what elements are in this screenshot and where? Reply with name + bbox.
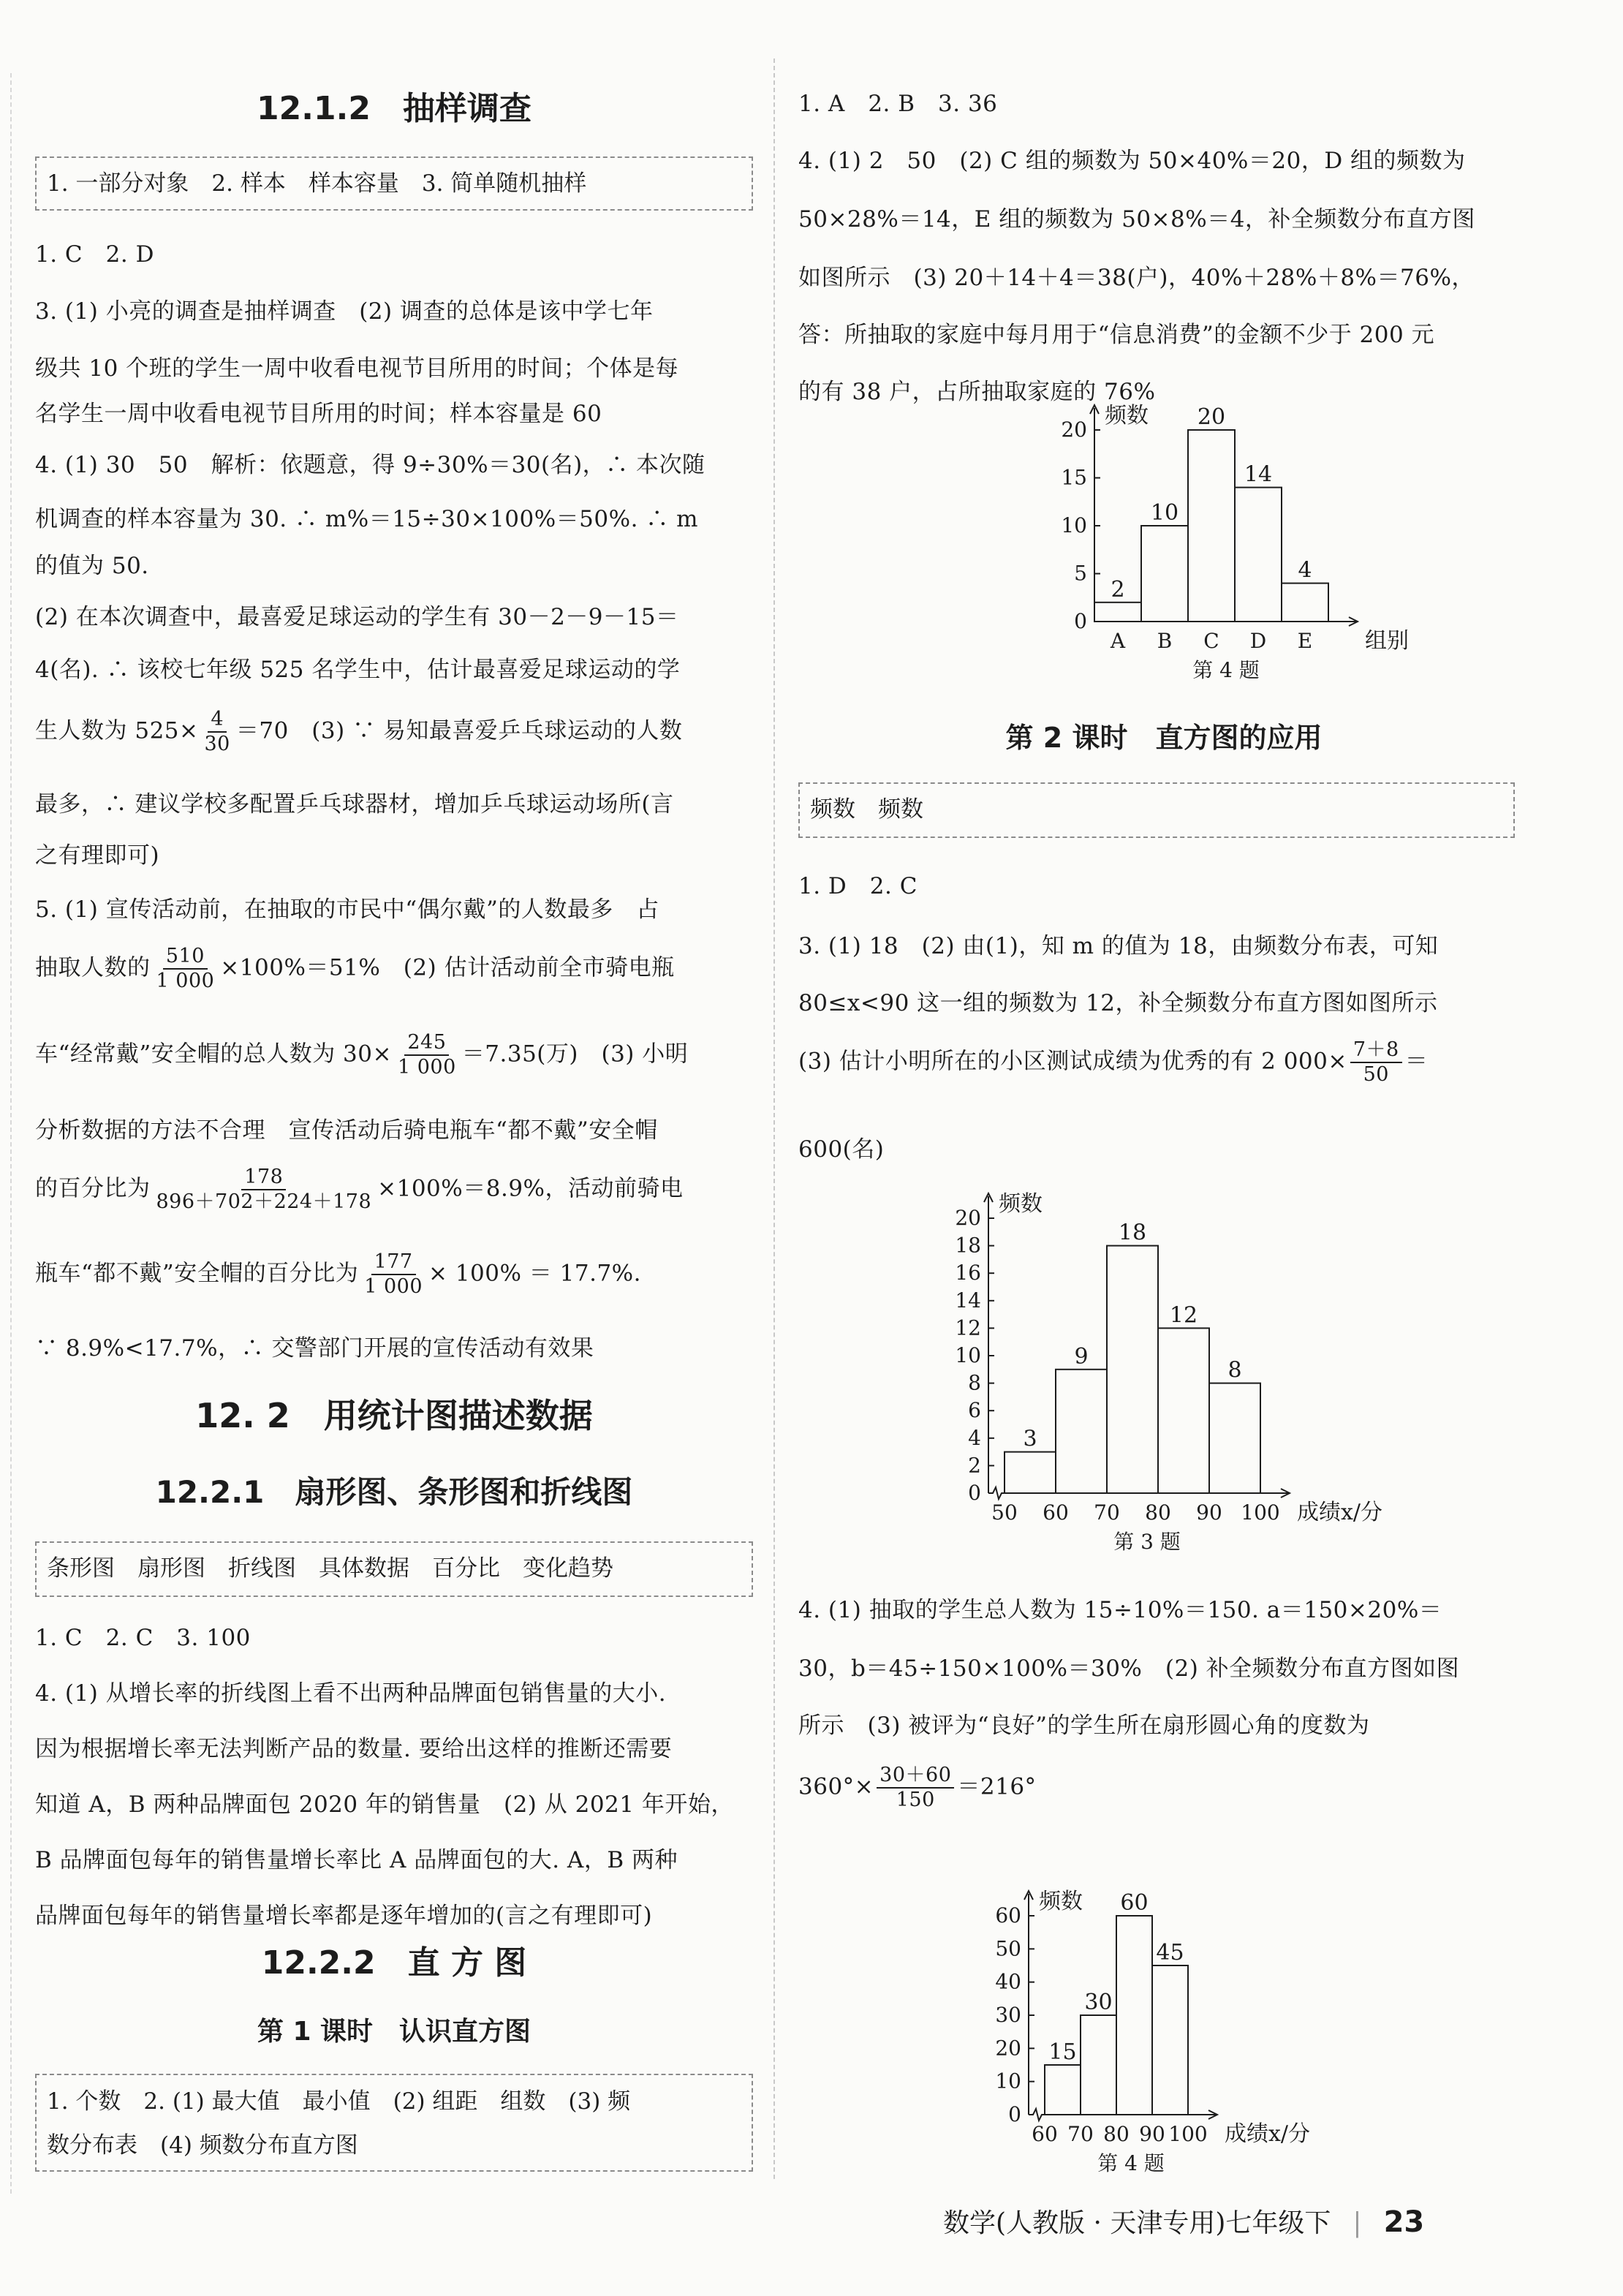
denominator: 30	[204, 733, 230, 755]
answer-line: 如图所示 (3) 20＋14＋4＝38(户)，40%＋28%＋8%＝76%，	[798, 265, 1475, 291]
text: 抽取人数的	[35, 954, 151, 981]
section-title-12-1-2: 12.1.2 抽样调查	[257, 90, 531, 127]
book-subject: 数学(人教版 · 天津专用)七年级下	[943, 2208, 1331, 2238]
bar-value-label: 45	[1156, 1940, 1184, 1965]
fill-in-box-2	[35, 1541, 753, 1597]
histogram-bar	[1116, 1916, 1152, 2115]
x-tick-label: B	[1157, 629, 1173, 653]
fraction	[361, 1250, 425, 1299]
answer-line: 最多，∴ 建议学校多配置乒乓球器材，增加乒乓球运动场所(言	[35, 791, 674, 817]
histogram-bar	[1094, 603, 1141, 622]
x-tick-label: 50	[991, 1500, 1018, 1525]
histogram-bar	[1141, 526, 1188, 622]
answer-line-with-fraction	[35, 1031, 688, 1079]
answer-line: 4. (1) 抽取的学生总人数为 15÷10%＝150. a＝150×20%＝	[798, 1597, 1442, 1623]
histogram-chart-q4-groups	[988, 403, 1456, 695]
answer-line: 之有理即可)	[35, 842, 160, 869]
bar-value-label: 9	[1074, 1343, 1089, 1370]
answer-line: 级共 10 个班的学生一周中收看电视节目所用的时间；个体是每	[35, 355, 679, 382]
answer-line-with-fraction	[35, 1250, 641, 1299]
text: ×100%＝8.9%，活动前骑电	[377, 1175, 684, 1202]
bar-value-label: 10	[1150, 500, 1179, 526]
numerator: 178	[241, 1166, 286, 1190]
bar-value-label: 14	[1244, 461, 1273, 488]
histogram-bar	[1282, 584, 1328, 622]
y-tick-label: 20	[955, 1206, 981, 1230]
fill-in-answers: 条形图 扇形图 折线图 具体数据 百分比 变化趋势	[47, 1555, 613, 1582]
denominator: 1 000	[156, 970, 215, 992]
x-tick-label: E	[1297, 629, 1313, 653]
page-edge-rule	[10, 73, 12, 2194]
bar-value-label: 20	[1197, 404, 1226, 430]
text: ＝70 (3) ∵ 易知最喜爱乒乓球运动的人数	[235, 717, 683, 744]
denominator: 50	[1363, 1063, 1389, 1086]
answer-line: 分析数据的方法不合理 宣传活动后骑电瓶车“都不戴”安全帽	[35, 1117, 658, 1144]
text: 生人数为 525×	[35, 717, 199, 744]
fill-in-answers: 1. 个数 2. (1) 最大值 最小值 (2) 组距 组数 (3) 频	[47, 2088, 631, 2115]
y-tick-label: 20	[995, 2036, 1021, 2061]
x-tick-label: A	[1110, 629, 1126, 653]
x-tick-label: 100	[1168, 2122, 1208, 2146]
x-tick-label: 100	[1241, 1500, 1280, 1525]
answer-line: 1. D 2. C	[798, 873, 918, 899]
bar-value-label: 8	[1227, 1357, 1242, 1383]
y-tick-label: 6	[968, 1398, 981, 1423]
page-footer	[943, 2202, 1424, 2240]
fraction	[877, 1764, 954, 1812]
answer-line: 5. (1) 宣传活动前，在抽取的市民中“偶尔戴”的人数最多 占	[35, 896, 659, 923]
fraction	[154, 1166, 375, 1214]
answer-line: 4. (1) 30 50 解析：依题意，得 9÷30%＝30(名)，∴ 本次随	[35, 452, 705, 478]
answer-line: 机调查的样本容量为 30. ∴ m%＝15÷30×100%＝50%. ∴ m	[35, 506, 699, 532]
fill-in-box-1	[35, 156, 753, 211]
y-tick-label: 10	[1061, 513, 1087, 537]
text: ＝7.35(万) (3) 小明	[461, 1041, 689, 1068]
footer-separator: |	[1352, 2208, 1362, 2238]
x-tick-label: 90	[1196, 1500, 1222, 1525]
fraction	[202, 708, 233, 756]
answer-line-with-fraction	[35, 1166, 684, 1214]
denominator: 1 000	[364, 1275, 423, 1298]
answer-line: 1. C 2. C 3. 100	[35, 1625, 251, 1651]
text: 的百分比为	[35, 1175, 151, 1202]
lesson-title-2: 第 2 课时 直方图的应用	[1005, 722, 1323, 754]
text: 车“经常戴”安全帽的总人数为 30×	[35, 1041, 392, 1068]
histogram-bar	[1188, 430, 1235, 622]
bar-value-label: 15	[1048, 2039, 1077, 2065]
x-axis-label: 组别	[1365, 628, 1409, 654]
answer-line: 因为根据增长率无法判断产品的数量. 要给出这样的推断还需要	[35, 1736, 673, 1762]
y-axis-label: 频数	[1105, 403, 1149, 428]
page-number: 23	[1383, 2205, 1425, 2239]
text: 360°×	[798, 1773, 874, 1800]
lesson-title-1: 第 1 课时 认识直方图	[257, 2017, 531, 2047]
answer-line-with-fraction	[798, 1038, 1428, 1087]
text: 瓶车“都不戴”安全帽的百分比为	[35, 1260, 359, 1287]
x-tick-label: 80	[1103, 2122, 1130, 2146]
section-title-12-2-1: 12.2.1 扇形图、条形图和折线图	[155, 1474, 633, 1510]
x-tick-label: 60	[1043, 1500, 1069, 1525]
y-tick-label: 8	[968, 1370, 981, 1395]
histogram-chart-q3-scores	[901, 1177, 1456, 1609]
fraction	[395, 1031, 459, 1079]
y-tick-label: 40	[995, 1969, 1021, 1994]
histogram-bar	[1107, 1246, 1158, 1493]
fill-in-answers: 1. 一部分对象 2. 样本 样本容量 3. 简单随机抽样	[47, 170, 587, 197]
text: (3) 估计小明所在的小区测试成绩为优秀的有 2 000×	[798, 1048, 1347, 1075]
text: × 100% ＝ 17.7%.	[428, 1260, 641, 1287]
y-tick-label: 0	[968, 1481, 981, 1505]
answer-line: 4. (1) 2 50 (2) C 组的频数为 50×40%＝20，D 组的频数为	[798, 148, 1466, 174]
y-tick-label: 18	[955, 1233, 981, 1258]
denominator: 150	[896, 1789, 935, 1811]
y-tick-label: 2	[968, 1453, 981, 1478]
answer-line: 品牌面包每年的销售量增长率都是逐年增加的(言之有理即可)	[35, 1903, 653, 1929]
x-tick-label: 70	[1067, 2122, 1094, 2146]
answer-line: B 品牌面包每年的销售量增长率比 A 品牌面包的大. A，B 两种	[35, 1847, 678, 1873]
y-tick-label: 0	[1008, 2102, 1021, 2126]
answer-line: (2) 在本次调查中，最喜爱足球运动的学生有 30－2－9－15＝	[35, 604, 679, 630]
histogram-bar	[1081, 2015, 1116, 2115]
y-axis-label: 频数	[999, 1191, 1043, 1217]
y-tick-label: 5	[1074, 561, 1087, 586]
y-tick-label: 60	[995, 1903, 1021, 1927]
y-tick-label: 16	[955, 1261, 981, 1285]
fraction	[154, 945, 218, 993]
answer-line: ∵ 8.9%<17.7%，∴ 交警部门开展的宣传活动有效果	[35, 1335, 594, 1362]
answer-line: 名学生一周中收看电视节目所用的时间；样本容量是 60	[35, 401, 602, 427]
bar-value-label: 12	[1169, 1302, 1198, 1329]
answer-line: 80≤x<90 这一组的频数为 12，补全频数分布直方图如图所示	[798, 990, 1438, 1016]
section-title-12-2-2: 12.2.2 直 方 图	[261, 1944, 527, 1982]
bar-value-label: 60	[1120, 1890, 1149, 1916]
x-axis-label: 成绩x/分	[1225, 2121, 1311, 2147]
fraction	[1350, 1038, 1402, 1087]
answer-line: 4. (1) 从增长率的折线图上看不出两种品牌面包销售量的大小.	[35, 1680, 667, 1707]
text: ＝	[1404, 1048, 1429, 1075]
numerator: 177	[371, 1250, 416, 1275]
fill-in-box-3	[35, 2074, 753, 2172]
bar-value-label: 18	[1118, 1220, 1147, 1246]
y-tick-label: 14	[955, 1288, 981, 1313]
x-tick-label: 70	[1094, 1500, 1120, 1525]
fill-in-answers: 数分布表 (4) 频数分布直方图	[47, 2132, 358, 2159]
y-tick-label: 30	[995, 2003, 1021, 2027]
y-tick-label: 10	[955, 1343, 981, 1367]
answer-line-with-fraction	[35, 945, 675, 993]
y-tick-label: 0	[1074, 609, 1087, 633]
y-tick-label: 4	[968, 1425, 981, 1450]
column-divider	[773, 58, 775, 2179]
y-tick-label: 15	[1061, 465, 1087, 490]
numerator: 510	[163, 945, 208, 970]
x-tick-label: 60	[1032, 2122, 1058, 2146]
x-tick-label: C	[1203, 629, 1219, 653]
y-tick-label: 10	[995, 2069, 1021, 2093]
histogram-bar	[1235, 488, 1282, 622]
answer-line-with-fraction	[798, 1764, 1037, 1812]
answer-line: 答：所抽取的家庭中每月用于“信息消费”的金额不少于 200 元	[798, 322, 1435, 348]
histogram-bar	[1045, 2065, 1081, 2115]
answer-line: 3. (1) 小亮的调查是抽样调查 (2) 调查的总体是该中学七年	[35, 298, 654, 325]
histogram-chart-q4-scores	[945, 1843, 1456, 2179]
numerator: 4	[208, 708, 227, 733]
answer-line: 600(名)	[798, 1136, 885, 1163]
histogram-bar	[1158, 1328, 1209, 1493]
fill-in-answers: 频数 频数	[810, 796, 923, 823]
bar-value-label: 2	[1111, 576, 1125, 603]
x-tick-label: D	[1249, 629, 1267, 653]
histogram-bar	[1056, 1370, 1107, 1493]
x-tick-label: 90	[1139, 2122, 1165, 2146]
chart-caption: 第 4 题	[1192, 658, 1260, 682]
answer-line: 3. (1) 18 (2) 由(1)，知 m 的值为 18，由频数分布表，可知	[798, 933, 1439, 959]
numerator: 245	[404, 1031, 449, 1056]
x-tick-label: 80	[1145, 1500, 1171, 1525]
y-axis-label: 频数	[1039, 1889, 1083, 1914]
denominator: 896＋702＋224＋178	[156, 1190, 372, 1213]
x-axis-label: 成绩x/分	[1297, 1500, 1383, 1525]
text: ×100%＝51% (2) 估计活动前全市骑电瓶	[220, 954, 675, 981]
numerator: 30＋60	[877, 1764, 954, 1789]
bar-value-label: 30	[1084, 1990, 1113, 2015]
answer-line: 知道 A，B 两种品牌面包 2020 年的销售量 (2) 从 2021 年开始，	[35, 1791, 734, 1818]
chart-caption: 第 4 题	[1097, 2151, 1165, 2175]
chart-caption: 第 3 题	[1113, 1530, 1181, 1554]
answer-line: 4(名). ∴ 该校七年级 525 名学生中，估计最喜爱足球运动的学	[35, 657, 681, 683]
section-title-12-2: 12. 2 用统计图描述数据	[195, 1396, 593, 1435]
numerator: 7＋8	[1350, 1038, 1402, 1063]
answer-line-with-fraction	[35, 708, 682, 756]
answer-line: 1. C 2. D	[35, 241, 154, 268]
histogram-bar	[1005, 1452, 1056, 1493]
fill-in-box-4	[798, 782, 1515, 838]
histogram-bar	[1152, 1965, 1188, 2115]
answer-line: 的值为 50.	[35, 553, 149, 579]
bar-value-label: 3	[1023, 1426, 1037, 1452]
answer-line: 1. A 2. B 3. 36	[798, 91, 998, 117]
answer-line: 的有 38 户，占所抽取家庭的 76%	[798, 379, 1156, 405]
answer-line: 30，b＝45÷150×100%＝30% (2) 补全频数分布直方图如图	[798, 1655, 1460, 1682]
answer-line: 所示 (3) 被评为“良好”的学生所在扇形圆心角的度数为	[798, 1712, 1370, 1739]
bar-value-label: 4	[1298, 557, 1312, 584]
answer-line: 50×28%＝14，E 组的频数为 50×8%＝4，补全频数分布直方图	[798, 206, 1475, 233]
y-tick-label: 12	[955, 1315, 981, 1340]
denominator: 1 000	[397, 1056, 456, 1079]
text: ＝216°	[957, 1773, 1037, 1800]
y-tick-label: 20	[1061, 418, 1087, 442]
y-tick-label: 50	[995, 1936, 1021, 1961]
histogram-bar	[1209, 1383, 1260, 1493]
